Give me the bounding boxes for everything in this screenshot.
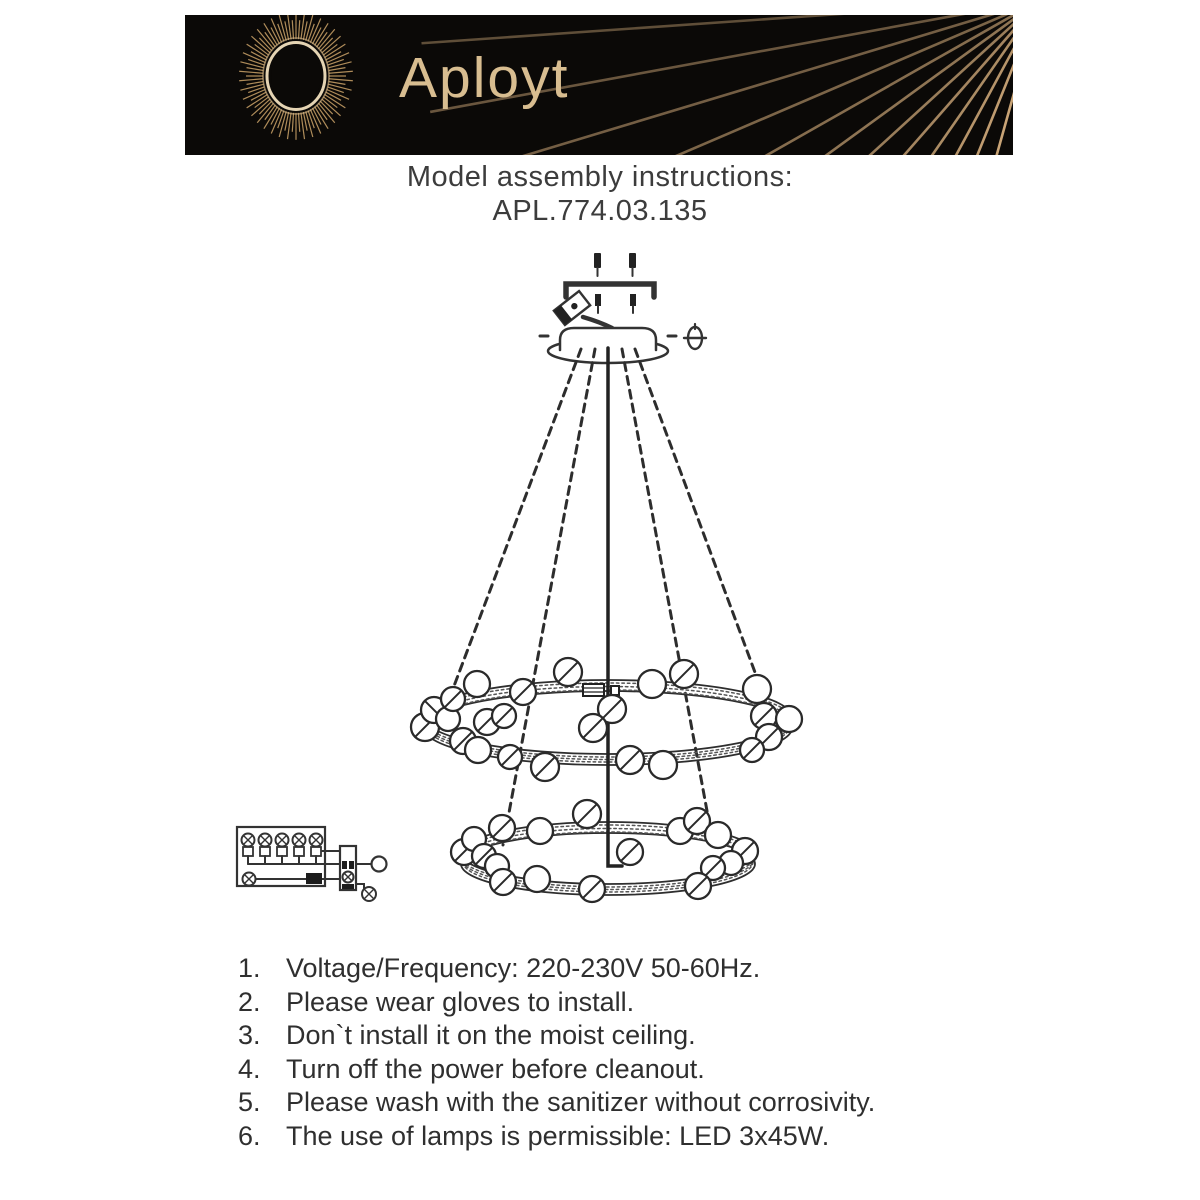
sunburst-center (271, 46, 321, 106)
model-number: APL.774.03.135 (492, 195, 708, 227)
item-number: 1. (238, 953, 261, 983)
instruction-item (238, 986, 1018, 1020)
item-text: Please wear gloves to install. (286, 986, 635, 1017)
instruction-item (238, 1053, 1018, 1087)
item-text: Don`t install it on the moist ceiling. (286, 1020, 696, 1050)
wire-connector (554, 291, 590, 325)
screw-side-icon (684, 324, 706, 349)
instruction-item (238, 952, 1018, 986)
brand-name: Aployt (399, 46, 570, 110)
item-text: Turn off the power before cleanout. (286, 1053, 705, 1084)
item-text: Voltage/Frequency: 220-230V 50-60Hz. (286, 953, 761, 983)
title-block (0, 160, 1200, 228)
wiring-diagram (237, 827, 387, 901)
instruction-item (238, 1019, 1018, 1053)
item-number: 6. (238, 1120, 261, 1151)
page-title: Model assembly instructions: (406, 161, 794, 193)
item-number: 2. (238, 986, 261, 1017)
item-number: 4. (238, 1053, 261, 1084)
instructions-list (238, 952, 1018, 1153)
item-number: 5. (238, 1087, 261, 1117)
item-text: The use of lamps is permissible: LED 3x45W. (286, 1120, 830, 1151)
brand-banner (185, 15, 1013, 155)
item-text: Please wash with the sanitizer without corrosivity. (286, 1087, 876, 1117)
lower-ring-lamps (451, 800, 758, 902)
ground-loop-icon (372, 857, 387, 872)
center-rod (583, 348, 622, 866)
instruction-item (238, 1086, 1018, 1120)
ceiling-mount (540, 253, 706, 363)
instruction-item (238, 1120, 1018, 1154)
connector-wire (583, 317, 612, 328)
banner-graphics (185, 15, 1013, 155)
item-number: 3. (238, 1020, 261, 1050)
assembly-diagram (200, 240, 1000, 920)
